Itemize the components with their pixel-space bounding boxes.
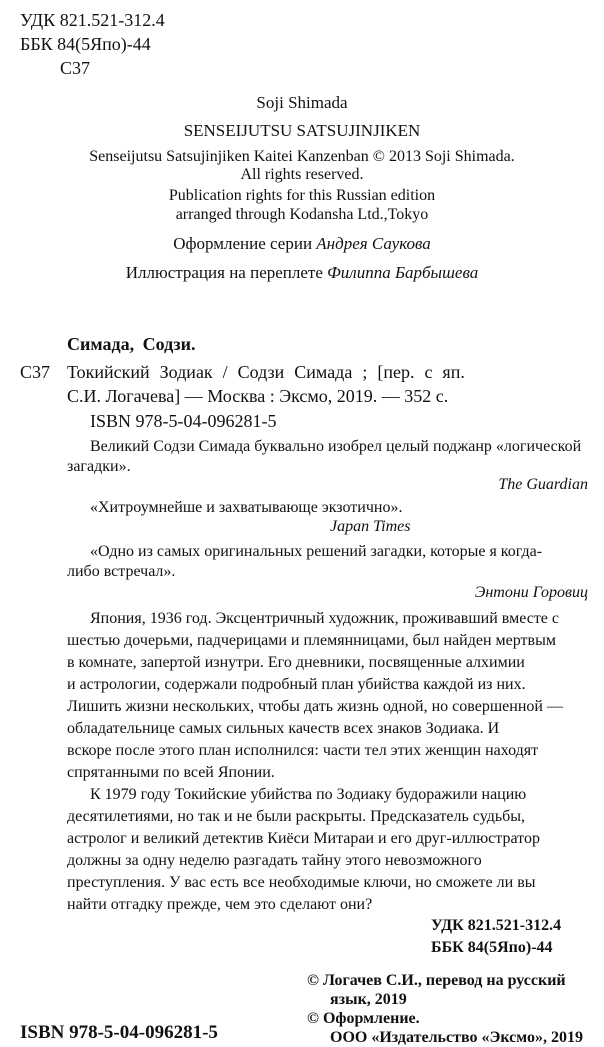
- annotation-paragraph-2: [67, 784, 591, 916]
- illustration-label: Иллюстрация на переплете: [125, 263, 328, 282]
- publication-arrangement: arranged through Kodansha Ltd.,Tokyo: [175, 206, 429, 223]
- annotation-line: найти отгадку прежде, чем это сделают они?: [67, 896, 373, 913]
- annotation-line: преступления. У вас есть все необходимые ключи, но сможете ли вы: [67, 874, 536, 891]
- quote-2-source: Japan Times: [330, 518, 411, 535]
- annotation-line: шестью дочерьми, падчерицами и племянницами, был найден мертвым: [67, 632, 556, 649]
- publication-rights: Publication rights for this Russian edition: [168, 187, 436, 204]
- series-design-credit: [0, 234, 604, 254]
- rights-reserved: All rights reserved.: [240, 166, 364, 183]
- quote-1-line2: загадки».: [67, 458, 131, 475]
- copyright-translation: © Логачев С.И., перевод на русский: [307, 972, 566, 989]
- classification-udk: УДК 821.521-312.4: [431, 917, 562, 934]
- footer-isbn: ISBN 978-5-04-096281-5: [20, 1022, 218, 1043]
- classification-bbk: ББК 84(5Япо)-44: [431, 939, 553, 956]
- annotation-line: Лишить жизни нескольких, чтобы дать жизнь одной, но совершенной —: [67, 698, 563, 715]
- quote-3-line2: либо встречал».: [67, 563, 176, 580]
- copyright-publisher: ООО «Издательство «Эксмо», 2019: [330, 1029, 583, 1046]
- annotation-paragraph-1: [67, 608, 591, 784]
- catalog-isbn: ISBN 978-5-04-096281-5: [90, 411, 277, 431]
- illustration-credit: [0, 263, 604, 283]
- illustrator-name: Филиппа Барбышева: [327, 263, 479, 282]
- catalog-entry-line2: С.И. Логачева] — Москва : Эксмо, 2019. — 352 с.: [67, 386, 449, 406]
- quote-1-source: The Guardian: [498, 476, 588, 493]
- copyright-line: Senseijutsu Satsujinjiken Kaitei Kanzenban © 2013 Soji Shimada.: [89, 148, 515, 165]
- copyright-translation-year: язык, 2019: [330, 991, 407, 1008]
- annotation-line: Япония, 1936 год. Эксцентричный художник, проживавший вместе с: [90, 610, 560, 627]
- annotation-line: десятилетиями, но так и не были раскрыты. Предсказатель судьбы,: [67, 808, 526, 825]
- quote-2-line1: «Хитроумнейше и захватывающе экзотично».: [90, 499, 403, 516]
- quote-3-line1: «Одно из самых оригинальных решений загадки, которые я когда-: [90, 543, 543, 560]
- annotation-line: должны за одну неделю разгадать тайну этого невозможного: [67, 852, 482, 869]
- catalog-entry-line1: Токийский Зодиак / Содзи Симада ; [пер. с яп.: [67, 362, 465, 382]
- annotation-line: обладательнице самых сильных качеств всех знаков Зодиака. И: [67, 720, 500, 737]
- quote-1-line1: Великий Содзи Симада буквально изобрел целый поджанр «логической: [90, 438, 582, 455]
- annotation-line: спрятанными по всей Японии.: [67, 764, 275, 781]
- original-title: SENSEIJUTSU SATSUJINJIKEN: [183, 121, 421, 140]
- catalog-heading: Симада, Содзи.: [67, 334, 196, 354]
- series-designer-name: Андрея Саукова: [316, 234, 431, 253]
- annotation-line: вскоре после этого план исполнился: части тел этих женщин находят: [67, 742, 539, 759]
- annotation-line: в комнате, запертой изнутри. Его дневники, посвященные алхимии: [67, 654, 525, 671]
- annotation-line: астролог и великий детектив Киёси Митараи и его друг-иллюстратор: [67, 830, 540, 847]
- header-bbk: ББК 84(5Япо)-44: [20, 34, 151, 54]
- annotation-line: К 1979 году Токийские убийства по Зодиаку будоражили нацию: [90, 786, 527, 803]
- series-design-label: Оформление серии: [173, 234, 317, 253]
- author-name: Soji Shimada: [256, 93, 348, 112]
- header-udk: УДК 821.521-312.4: [20, 10, 165, 30]
- quote-3-source: Энтони Горовиц: [474, 584, 588, 601]
- annotation-line: и астрологии, содержали подробный план убийства каждой из них.: [67, 676, 526, 693]
- catalog-code: С37: [20, 362, 51, 382]
- copyright-design: © Оформление.: [307, 1010, 420, 1027]
- header-code: С37: [60, 58, 91, 78]
